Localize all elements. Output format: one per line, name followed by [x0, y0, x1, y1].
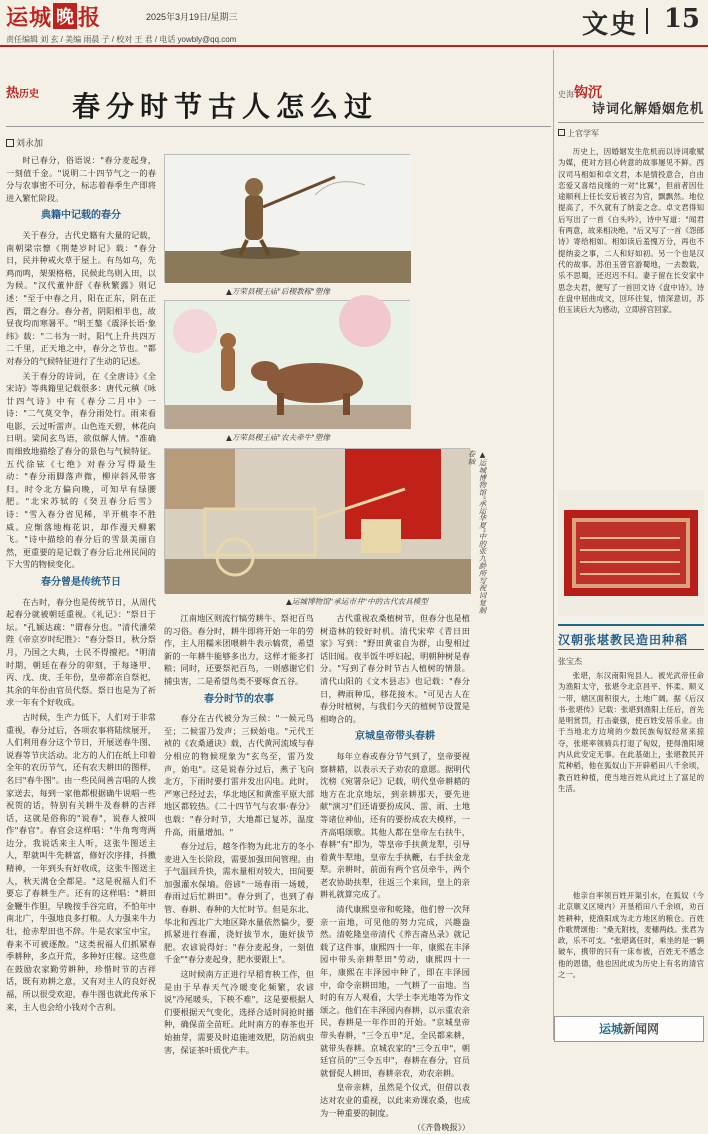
column-divider [553, 50, 554, 1040]
paragraph: 历史上，因婚姻发生危机而以诗词歌赋为媒，使对方回心转意的故事屡见不鲜。西汉司马相如和卓文君，本是情投意合，自由恋爱又喜结良缘的一对"比翼"，但前者因仕途顺利上任长安后被召为官，飘飘然。地位提高了，不久就有了纳妾之念。卓文君得知后写出了一首《白头吟》，诗中写道："闻君有两意，故来相决绝。"后又写了一首《怨郎诗》寄给相如。相如读后羞愧万分，再也不提纳妾之事，二人和好如初。另一个也是汉代的故事。苏伯玉曾官游蜀地，一去数载，乐不思蜀，还迟迟不归。妻子留在长安家中思念夫君，便写了一首回文诗《盘中诗》。诗在盘中屈曲成文，回环往复，情深意切，苏伯玉读后大为感动，立即辞官回家。 [558, 147, 704, 315]
paragraph: 皇帝亲耕，虽然是个仪式，但借以表达对农业的重视，以此来劝课农桑，也成为一种重要的制度。 [320, 1082, 470, 1118]
paragraph: 春分过后，越冬作物为此北方的冬小麦进入生长阶段，需要加强田间管理。由于气温回升快，需水量相对较大，田间要加强灌水保墒。俗谚"一场春雨一场暖，春雨过后忙耕田"。春分到了，也到了春管、春耕、春种的大忙时节。但是东北、华北和西北广大地区降水量依然偏少，要抓紧进行春灌，浇好拔节水，施好拔节肥。农谚说得好："春分麦起身，一刻值千金""春分麦起身，肥水要跟上"。 [164, 841, 314, 965]
poetry-text-1 [558, 146, 704, 486]
site-watermark [554, 1016, 704, 1042]
title-rule [6, 126, 551, 127]
subhead-festival: 春分曾是传统节日 [41, 577, 121, 588]
title-rule [558, 122, 704, 123]
photo-sowing-statue [164, 154, 410, 282]
photo-caption-vertical: ▲运城博物馆"承运华夏"中的张九龄所写祝词复制卷轴 [467, 450, 487, 614]
photo-caption: ▲万荣县稷王庙"农夫牵牛"塑像 [226, 433, 330, 442]
paragraph: 张堪，东汉南阳宛县人。被光武帝任命为渔阳太守，张堪令北京昌平、怀柔、顺义一带，辖区面积很大，土地广阔。据《后汉书·张堪传》记载：张堪到渔阳上任后，首先是明赏罚，打击豪强，使百姓安居乐业。由于当地北方边境的少数民族匈奴经常来掠夺，张堪率领骑兵打退了匈奴，使得渔阳境内从此安定无事。在此基础上，张堪教民开荒种稻，他在狐奴山下开辟稻田八千余顷，教百姓种植，使当地百姓从此过上了富足的生活。 [558, 671, 704, 793]
tag-small: 史海 [558, 90, 574, 99]
article-title: 春分时节古人怎么过 [72, 90, 379, 123]
paragraph: 他亲自率领百姓开渠引水，在狐奴（今北京顺义区境内）开垦稻田八千余顷，劝百姓耕种，使渔阳成为北方地区的粮仓。百姓作歌赞颂他："桑无附枝，麦穗两歧。张君为政，乐不可支。"张堪离任时，乘坐的是一辆破车，携带的只有一床布被，百姓无不感念他的恩德，他也因此成为历史上有名的清官之一。 [558, 891, 704, 980]
logo-right: 报 [78, 4, 102, 31]
tag-bold: 热 [6, 86, 20, 101]
watermark-part: 运城 [598, 1022, 623, 1036]
issue-date: 2025年3月19日/星期三 [146, 12, 238, 22]
article-byline: 刘永加 [6, 136, 43, 149]
poetry-article-title: 诗词化解婚姻危机 [591, 102, 704, 117]
newspaper-logo [6, 3, 101, 29]
subhead-farming: 春分时节的农事 [204, 693, 274, 705]
photo-farm-tools-model [164, 448, 470, 593]
subhead-emperor: 京城皇帝带头春耕 [355, 731, 435, 743]
paragraph: 关于春分的诗词，在《全唐诗》《全宋诗》等典籍里记载很多：唐代元稹《咏廿四气诗》中有《春分二月中》一诗："二气莫交争，春分雨处行。雨来看电影，云过听雷声。山色连天碧，林花向日明。梁间玄鸟语，欲似解人情。"准确而细致地描绘了春分的景色与气候特征。五代徐铉《七绝》对春分写得最生动："春分雨脚落声微，柳岸斜风带客归。时令北方偏向晚，可知早有绿腰肥。"北宋苏轼的《癸丑春分后雪》诗："雪入春分省见稀，半开桃李不胜威。应惭落地梅花识，却作漫天柳絮飞。"诗中描绘的春分后的雪景美丽自然，更重要的是记载了春分后北州民间的下大雪的物候变化。 [6, 370, 156, 570]
article-column-2 [164, 612, 314, 1055]
paragraph: 关于春分，古代史籍有大量的记载，南朝梁宗懔《荆楚岁时记》载："春分日，民并种戒火草于屋上。有鸟如乌，先鸡而鸣，架架格格，民候此鸟则入田，以为候。"汉代董仲舒《春秋繁露》则记述："至于中春之月，阳在正东，阴在正西，谓之春分。春分者，阴阳相半也，故昼夜均而寒暑平。"明王鏊《震泽长语·象纬》载："二书为一时，阳气上升共四万二千里，正天地之中，春分之节也。"都对春分的气候特征进行了生动的记述。 [6, 229, 156, 366]
tag-bold: 钩沉 [574, 85, 602, 101]
article-source: （《齐鲁晚报》） [412, 1122, 470, 1133]
right-column [558, 50, 704, 1040]
photo-ox-statue [164, 300, 410, 428]
tag-rest: 历史 [19, 89, 40, 100]
section-name: 文史 [581, 10, 638, 40]
section-separator [646, 8, 648, 34]
paragraph: 在古时，春分也是传统节日，从周代起春分就被朝廷重视。《礼记》："祭日于坛。"孔颖达疏："谓春分也。"清代潘荣陛《帝京岁时纪胜》："春分祭日，秋分祭月，乃国之大典，士民不得擅祀。"明清时期，朝廷在春分的卯刻，于每逢甲、丙、戊、庚、壬年份，皇帝都亲自祭祀，其余的年份由官员代祭。祭日也是为了祈求一年有个好收成。 [6, 596, 156, 708]
logo-left: 运城 [6, 4, 53, 31]
article-column-1 [6, 154, 156, 1038]
paragraph: 古代重视农桑植树节，但春分也是植树造林的较好时机。清代宋荦《青日田家》写到："野田黄雀自为群，山叟相过话旧闻。夜半饭牛呼妇起，明朝种树是春分。"写到了春分时节古人植树的情景。清代山阳的《文木县志》也记载："春分日，稗雨种瓜，移花接木。"可见古人在春分时植树，与我们今天的植树节设置是相吻合的。 [320, 613, 470, 724]
paragraph: 江南地区则流行犒劳耕牛、祭祀百鸟的习俗。春分时，耕牛即将开始一年的劳作，主人用糯米团喂耕牛表示犒赏，希望新的一年耕牛能够多出力，这样才能多打粮；同时，还要祭祀百鸟，一则感谢它们捕虫害，二是希望鸟类不要啄食五谷。 [164, 613, 314, 686]
paragraph: 清代康熙皇帝和乾隆，他们曾一次拜亲一亩地，可见他的努力完成，兴趣盎然。清乾隆皇帝清代《养吉斋丛录》就记载了这件事，康熙四十一年，康熙在丰泽园中带头亲耕犁田"劳动，康熙四十一年，康熙在丰泽园中种了，即在丰泽园中，命令亲耕田地，一气耕了一亩地。当时的有万人观看，大学士李光地等为作文颂之。他们在丰泽园内春耕，以示重农亲民，春耕是一年作田的开始。"京城皇帝带头春耕，"三令五申"足，全民都来耕，就带头春耕。京城农家的"三令五申"，朝廷官员的"三令五申"，春耕在春分，官员就督促人耕田，春耕亲农，劝农亲耕。 [320, 904, 470, 1078]
photo-scroll [558, 490, 704, 616]
watermark-part: 新闻网 [623, 1022, 660, 1036]
hot-history-tag [6, 82, 39, 101]
zhang-kan-text-2 [558, 890, 704, 1010]
subhead-classics: 典籍中记载的春分 [41, 210, 121, 222]
article-column-3 [320, 612, 470, 1133]
page-number: 15 [663, 4, 700, 34]
zhang-kan-byline: 张宝杰 [558, 657, 582, 666]
zhang-kan-article-title: 汉朝张堪教民造田种稻 [558, 624, 704, 650]
masthead-rule [0, 45, 708, 47]
editors-line: 责任编辑 刘 玄 / 美编 雨晨 子 / 校对 王 君 / 电话 yowbly@qq.com [6, 35, 237, 44]
zhang-kan-text-1 [558, 670, 704, 888]
paragraph: 春分在古代被分为三候："一候元鸟至；二候雷乃发声；三候始电。"元代王祯的《农桑通诀》载，古代黄河流域与春分相应的物候现象为"玄鸟至，雷乃发声，始电"。这是说春分过后，燕子飞向北方，下雨时要打雷并发出闪电。此时，严寒已经过去，华北地区和黄淮平原大部地区都较热。《二十四节气与农事·春分》也载："春分时节，大地都已复苏，温度升高，雨量增加。" [164, 713, 314, 837]
logo-stamp: 晚 [53, 3, 77, 29]
photo-caption: ▲万荣县稷王庙"后稷教稼"塑像 [226, 287, 330, 296]
paragraph: 这时候南方正进行早稻育秧工作，但是由于早春天气冷暖变化频繁，农谚说"冷尾暖头，下秧不难"，这是要根据人们要根据天气变化，选择合适时间抢时播种，确保苗全苗旺。此时南方的春茶也开始抽芽，需要及时追施速效肥，防治病虫害，保证茶叶质优产丰。 [164, 969, 314, 1055]
paragraph: 古时候，生产力低下，人们对于非常重视，春分过后，各项农事将陆续展开，人们利用春分这个节日，开展送春牛图、说春等节庆活动。北方的人们在纸上印着全年的农历节气，还有农夫耕田的图样，名曰"春牛图"。由一些民间善言唱的人挨家送去，每到一家他都根据确牛说唱一些祝贺的话，特别有关耕牛及春耕的吉祥话，这就是俗称的"说春"，说春人被叫作"春官"。春官会这样唱："牛角弯弯两边分，我说话来主人听，这张牛图送主人，犁就叫牛先耕富，修好次序排，抖擞精神，一年到头有好收成，这张牛图送主人，秋天满仓全都是。"这是祝福人们不要忘了春耕生产。还有的这样唱："耕田金鞭牛作胆，早晚按手谷完肩，不怕年中南北广，牛强地良多打粮。人力强来牛力壮，抢赤犁田也不辞。牛是农家宝中宝，春来不可被逐散。"这类祝福人们抓紧春季耕种，多点开荒，多种好庄稼。这些意在鼓励农家勤劳耕种，珍惜时节的吉祥话，既有劝耕之意，又有对主人的良好祝福，所以很受欢迎，春牛图也就此传承下来，主人也会给小钱对个吉利。 [6, 711, 156, 1012]
poetry-byline: 上官学军 [558, 128, 599, 139]
masthead [0, 0, 708, 46]
photo-caption: ▲运城博物馆"承运市井"中的古代农具模型 [286, 597, 428, 606]
intro-paragraph: 时已春分，俗语说："春分麦起身，一刻值千金。"说明二十四节气之一的春分与农事密不可分，标志着春季生产即将进入繁忙阶段。 [6, 155, 156, 203]
paragraph: 每年立春或春分节气到了，皇帝要视察耕耤，以表示天子劝农的意愿。据明代沈榜《宛署杂记》记载，明代皇帝耕耤的地方在北京地坛，到亲耕那天，要先进献"演习"们还请要扮成风、雷、雨、土地等诸位神仙，还有的要扮成农夫模样，一齐高唱颂歌。其他人都在皇帝左右扶牛，春耕"有"即为，等皇帝手扶黄龙犁，引导着黄牛犁地，皇帝左手执鞭，右手扶金龙犁。亲耕时，前面有两个官员牵牛，两个老农协助扶犁，往返三个来回，皇上的亲耕礼就算完成了。 [320, 750, 470, 900]
main-article [6, 50, 551, 1133]
